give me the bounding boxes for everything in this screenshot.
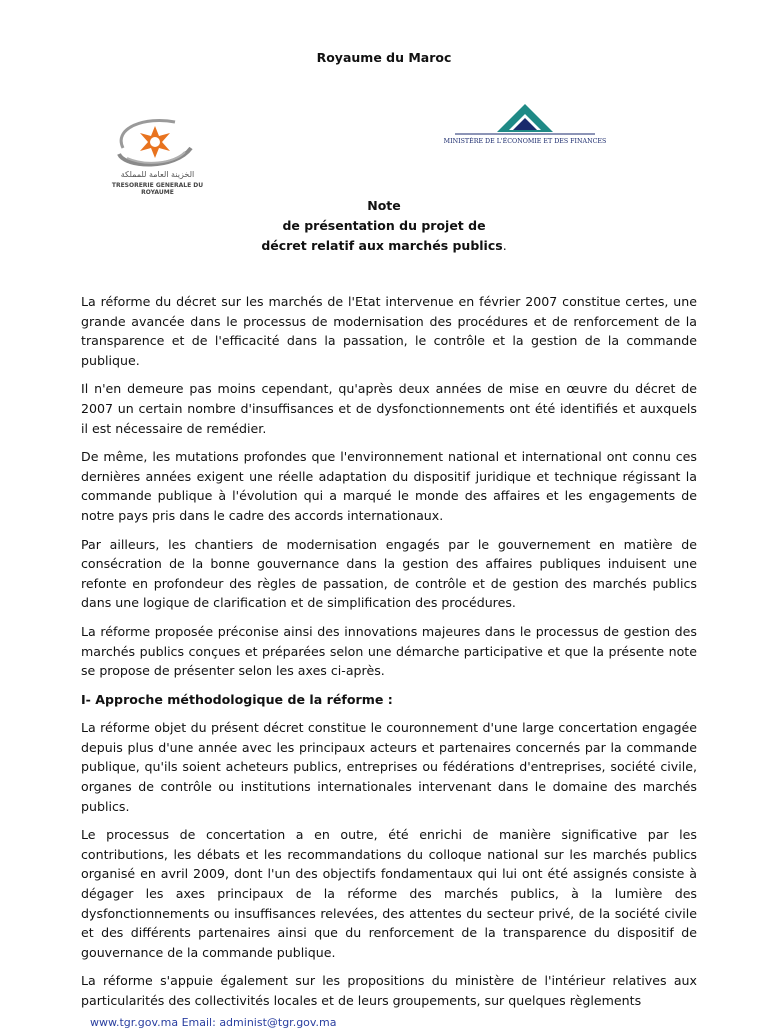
footer-contact[interactable]: www.tgr.gov.ma Email: administ@tgr.gov.ma — [90, 1016, 337, 1029]
title-line-2: de présentation du projet de — [282, 218, 486, 233]
document-title — [0, 196, 768, 256]
tresorerie-emblem-icon — [95, 108, 225, 170]
paragraph: La réforme s'appuie également sur les propositions du ministère de l'intérieur relatives aux particularités des collectivités locales et de leurs groupements, sur quelques règlements — [81, 973, 697, 1008]
paragraph: Il n'en demeure pas moins cependant, qu'après deux années de mise en œuvre du décret de 2007 un certain nombre d'insuffisances et de dysfonctionnements ont été identifiés et auxquels il est nécessaire de remédier. — [81, 381, 697, 436]
tresorerie-generale-logo — [95, 108, 225, 194]
paragraph: La réforme du décret sur les marchés de l'Etat intervenue en février 2007 constitue certes, une grande avancée dans le processus de modernisation des procédures et de renforcement de la transparence et de l'efficacité dans la passation, le contrôle et la gestion de la commande publique. — [81, 294, 697, 368]
paragraph: La réforme proposée préconise ainsi des innovations majeures dans le processus de gestion des marchés publics conçues et préparées selon une démarche participative et que la présente note se propose de présenter selon les axes ci-après. — [81, 623, 697, 679]
country-header: Royaume du Maroc — [316, 50, 452, 65]
paragraph: Par ailleurs, les chantiers de modernisation engagés par le gouvernement en matière de consécration de la bonne gouvernance dans la gestion des affaires publiques induisent une refonte en profondeur des règles de passation, de contrôle et de gestion des marchés publics dans une logique de clarification et de simplification des procédures. — [81, 536, 697, 611]
tresorerie-arabic-text: الخزينة العامة للمملكة — [120, 170, 195, 179]
document-body — [81, 292, 697, 1020]
tresorerie-french-text: TRESORERIE GENERALE DU ROYAUME — [111, 182, 204, 196]
ministere-emblem-icon — [425, 100, 625, 140]
title-line-1: Note — [367, 198, 401, 213]
title-period: . — [502, 238, 507, 253]
ministere-text: MINISTÈRE DE L'ÉCONOMIE ET DES FINANCES — [443, 138, 607, 145]
title-line-3: décret relatif aux marchés publics — [261, 238, 503, 253]
paragraph: La réforme objet du présent décret constitue le couronnement d'une large concertation engagée depuis plus d'une année avec les principaux acteurs et partenaires concernés par la commande publique, qu'ils soient acheteurs publics, entreprises ou fédérations d'entreprises, société civile, organes de contrôle ou institutions internationales intervenant dans le domaine des marchés publics. — [81, 720, 697, 814]
paragraph: De même, les mutations profondes que l'environnement national et international ont connu ces dernières années exigent une réelle adaptation du dispositif juridique et technique régissant la commande publique à l'évolution qui a marqué le monde des affaires et les engagements de notre pays pris dans le cadre des accords internationaux. — [81, 449, 697, 523]
paragraph: Le processus de concertation a en outre, été enrichi de manière significative par les contributions, les débats et les recommandations du colloque national sur les marchés publics organisé en avril 2009, dont l'un des objectifs fondamentaux qui lui ont été assignés consiste à dégager les axes principaux de la réforme des marchés publics, à la lumière des dysfonctionnements ou insuffisances relevées, des attentes du secteur privé, de la société civile et des différents partenaires ainsi que du renforcement de la transparence du dispositif de gouvernance de la commande publique. — [81, 827, 697, 960]
ministere-economie-logo — [425, 100, 625, 168]
section-heading: I- Approche méthodologique de la réforme : — [81, 691, 393, 707]
